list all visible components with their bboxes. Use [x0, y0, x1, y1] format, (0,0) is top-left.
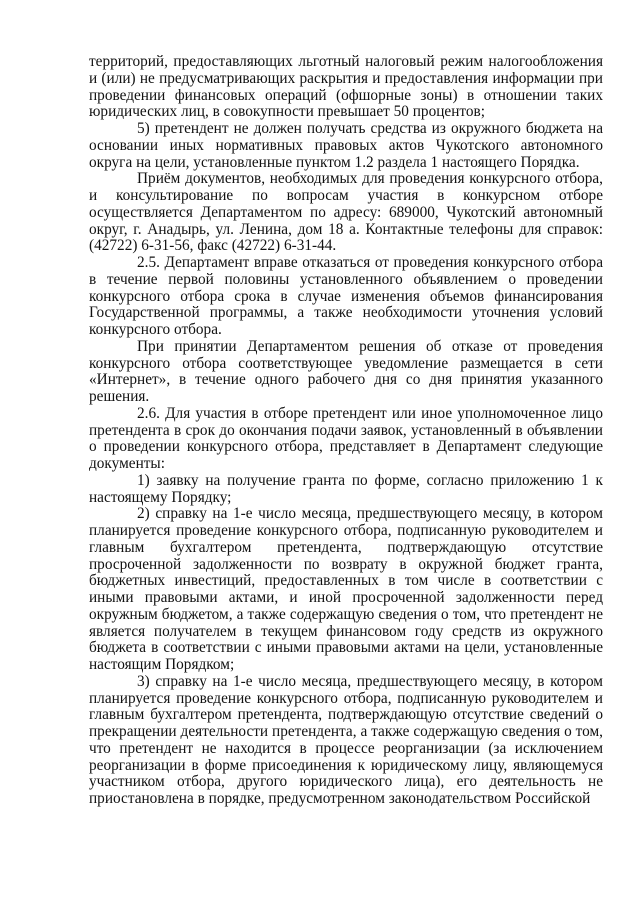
paragraph-document-reception: Приём документов, необходимых для проведения конкурсного отбора, и консультирование по вопросам участия в конкурсном отборе осуществляется Департаментом по адресу: 689000, Чукотский автономный округ, г. Анадырь, ул. Ленина, дом 18 а. Контактные телефоны для справок: (42722) 6-31-56, факс (42722) 6-31-44.: [89, 170, 603, 255]
paragraph-doc-2-debt-certificate: 2) справку на 1-е число месяца, предшествующего месяцу, в котором планируется проведение конкурсного отбора, подписанную руководителем и главным бухгалтером претендента, подтверждающую отсутствие просроченной задолженности по возврату в окружной бюджет гранта, бюджетных инвестиций, предоставленных в том числе в соответствии с иными правовыми актами, и иной просроченной задолженности перед окружным бюджетом, а также содержащую сведения о том, что претендент не является получателем в текущем финансовом году средств из окружного бюджета в соответствии с иными правовыми актами на цели, установленные настоящим Порядком;: [89, 505, 603, 673]
paragraph-offshore-continuation: территорий, предоставляющих льготный налоговый режим налогообложения и (или) не предусматривающих раскрытия и предоставления информации при проведении финансовых операций (офшорные зоны) в отношении таких юридических лиц, в совокупности превышает 50 процентов;: [89, 53, 603, 121]
paragraph-item-5-budget-funds: 5) претендент не должен получать средства из окружного бюджета на основании иных нормативных правовых актов Чукотского автономного округа на цели, установленные пунктом 1.2 раздела 1 настоящего Порядка.: [89, 120, 603, 171]
paragraph-2-5-refusal: 2.5. Департамент вправе отказаться от проведения конкурсного отбора в течение первой половины установленного объявлением о проведении конкурсного отбора срока в случае изменения объемов финансирования Государственной программы, а также необходимости уточнения условий конкурсного отбора.: [89, 254, 603, 338]
paragraph-doc-3-activity-certificate: 3) справку на 1-е число месяца, предшествующего месяцу, в котором планируется проведение конкурсного отбора, подписанную руководителем и главным бухгалтером претендента, подтверждающую отсутствие сведений о прекращении деятельности претендента, а также содержащую сведения о том, что претендент не находится в процессе реорганизации (за исключением реорганизации в форме присоединения к юридическому лицу, являющемуся участником отбора, другого юридического лица), его деятельность не приостановлена в порядке, предусмотренном законодательством Российской: [89, 672, 603, 807]
paragraph-refusal-notice: При принятии Департаментом решения об отказе от проведения конкурсного отбора соответствующее уведомление размещается в сети «Интернет», в течение одного рабочего дня со дня принятия указанного решения.: [89, 337, 603, 405]
paragraph-doc-1-application: 1) заявку на получение гранта по форме, согласно приложению 1 к настоящему Порядку;: [89, 471, 603, 506]
document-page: [89, 54, 603, 808]
paragraph-2-6-participation: 2.6. Для участия в отборе претендент или иное уполномоченное лицо претендента в срок до окончания подачи заявок, установленный в объявлении о проведении конкурсного отбора, представляет в Департамент следующие документы:: [89, 404, 603, 472]
